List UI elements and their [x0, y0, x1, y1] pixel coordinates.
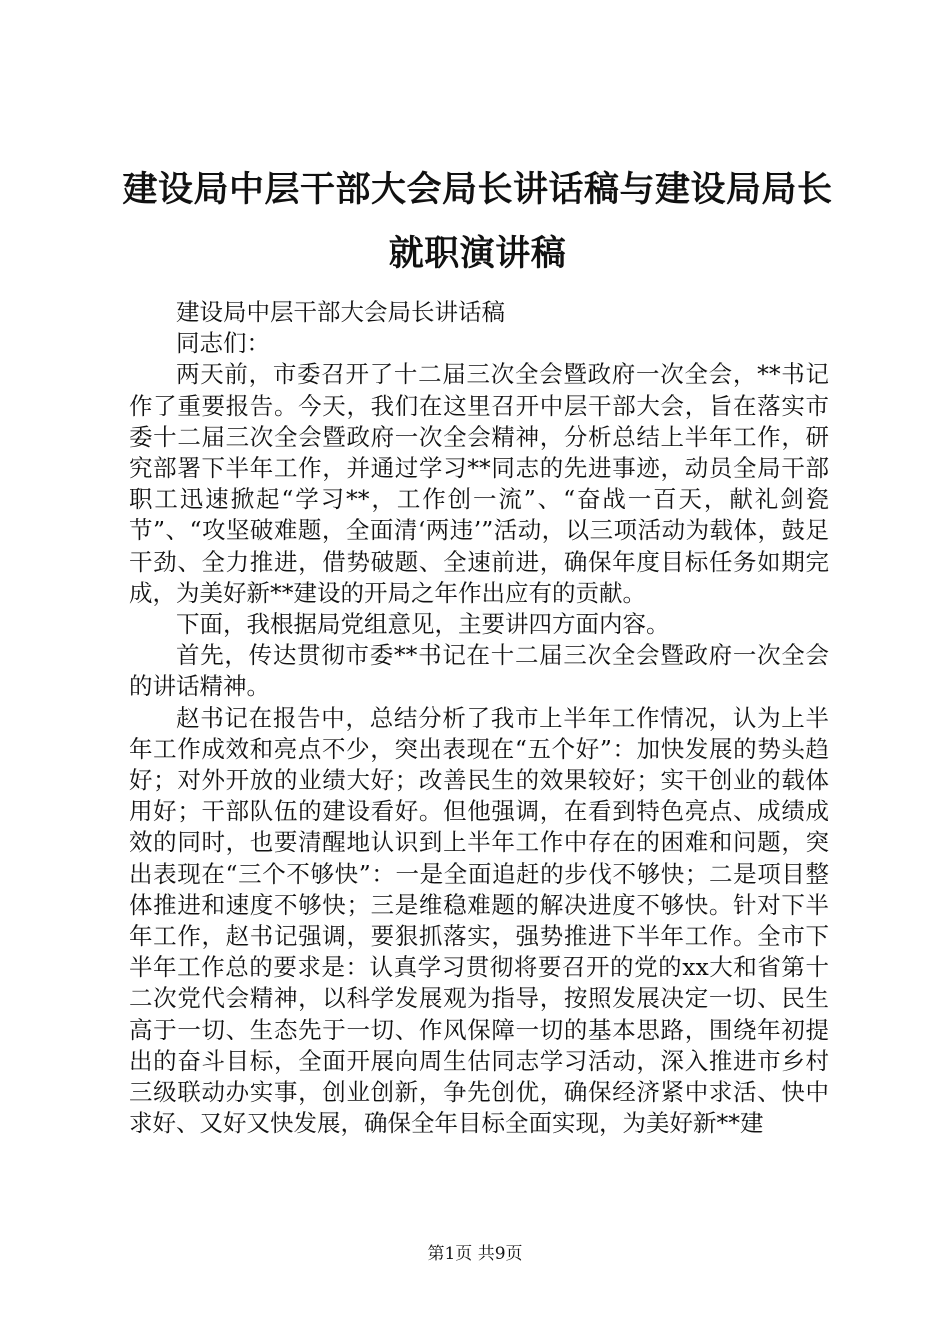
paragraph: 两天前，市委召开了十二届三次全会暨政府一次全会，**书记作了重要报告。今天，我们在这里召开中层干部大会，旨在落实市委十二届三次全会暨政府一次全会精神，分析总结上半年工作，研究部署下半年工作，并通过学习**同志的先进事迹，动员全局干部职工迅速掀起“学习**，工作创一流”、“奋战一百天，献礼剑瓷节”、“攻坚破难题，全面清‘两违’”活动，以三项活动为载体，鼓足干劲、全力推进，借势破题、全速前进，确保年度目标任务如期完成，为美好新**建设的开局之年作出应有的贡献。: [129, 360, 829, 607]
title-line-2: 就职演讲稿: [388, 234, 567, 274]
title-line-1: 建设局中层干部大会局长讲话稿与建设局局长: [122, 170, 833, 210]
document-title: [120, 158, 835, 286]
salutation: 同志们：: [176, 329, 270, 358]
paragraph: 赵书记在报告中，总结分析了我市上半年工作情况，认为上半年工作成效和亮点不少，突出表现在“五个好”：加快发展的势头趋好；对外开放的业绩大好；改善民生的效果较好；实干创业的载体用好；干部队伍的建设看好。但他强调，在看到特色亮点、成绩成效的同时，也要清醒地认识到上半年工作中存在的困难和问题，突出表现在“三个不够快”：一是全面追赶的步伐不够快；二是项目整体推进和速度不够快；三是维稳难题的解决进度不够快。针对下半年工作，赵书记强调，要狠抓落实，强势推进下半年工作。全市下半年工作总的要求是：认真学习贯彻将要召开的党的xx大和省第十二次党代会精神，以科学发展观为指导，按照发展决定一切、民生高于一切、生态先于一切、作风保障一切的基本思路，围绕年初提出的奋斗目标，全面开展向周生估同志学习活动，深入推进市乡村三级联动办实事，创业创新，争先创优，确保经济紧中求活、快中求好、又好又快发展，确保全年目标全面实现，为美好新**建: [129, 703, 829, 1138]
paragraph: 首先，传达贯彻市委**书记在十二届三次全会暨政府一次全会的讲话精神。: [129, 641, 829, 701]
document-body: [129, 297, 829, 1139]
speech-subtitle: 建设局中层干部大会局长讲话稿: [176, 298, 505, 326]
paragraph: 下面，我根据局党组意见，主要讲四方面内容。: [176, 610, 670, 639]
page-number-footer: 第1页 共9页: [427, 1244, 523, 1264]
